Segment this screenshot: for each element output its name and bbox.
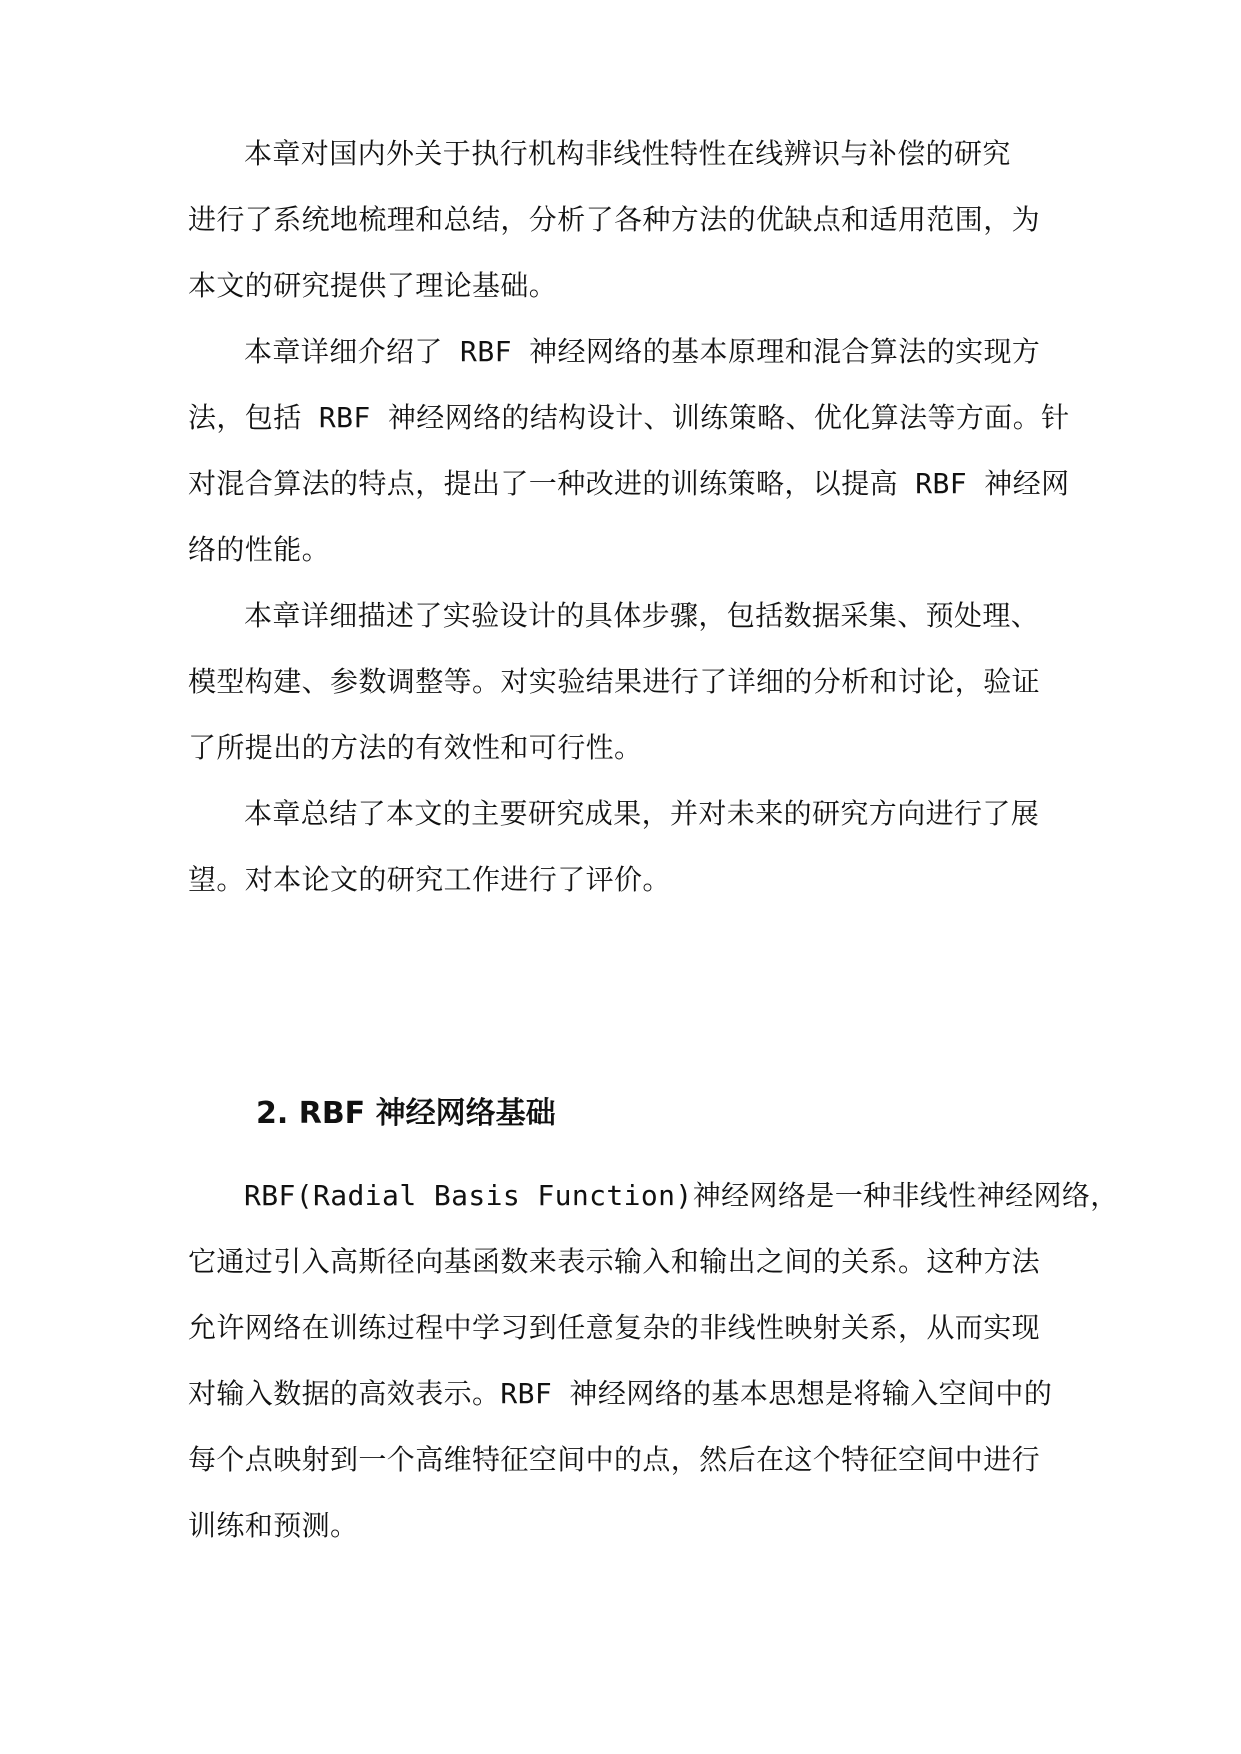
text-line: 它通过引入高斯径向基函数来表示输入和输出之间的关系。这种方法 [188, 1245, 1041, 1278]
text-line: 训练和预测。 [188, 1509, 359, 1542]
text-line: 对输入数据的高效表示。RBF 神经网络的基本思想是将输入空间中的 [188, 1377, 1053, 1410]
text-line: 了所提出的方法的有效性和可行性。 [188, 731, 643, 764]
text-line: 每个点映射到一个高维特征空间中的点，然后在这个特征空间中进行 [188, 1443, 1041, 1476]
text-line: 望。对本论文的研究工作进行了评价。 [188, 863, 671, 896]
text-line: 进行了系统地梳理和总结，分析了各种方法的优缺点和适用范围，为 [188, 203, 1041, 236]
text-line: RBF(Radial Basis Function)神经网络是一种非线性神经网络， [244, 1179, 1119, 1212]
text-line: 法，包括 RBF 神经网络的结构设计、训练策略、优化算法等方面。针 [188, 401, 1070, 434]
text-line: 本章详细描述了实验设计的具体步骤，包括数据采集、预处理、 [244, 599, 1040, 632]
text-line: 络的性能。 [188, 533, 331, 566]
text-line: 本章详细介绍了 RBF 神经网络的基本原理和混合算法的实现方 [244, 335, 1041, 368]
text-line: 本章总结了本文的主要研究成果，并对未来的研究方向进行了展 [244, 797, 1040, 830]
section-heading: 2. RBF 神经网络基础 [256, 1096, 556, 1131]
text-line: 模型构建、参数调整等。对实验结果进行了详细的分析和讨论，验证 [188, 665, 1041, 698]
text-line: 对混合算法的特点，提出了一种改进的训练策略，以提高 RBF 神经网 [188, 467, 1070, 500]
text-line: 本文的研究提供了理论基础。 [188, 269, 558, 302]
text-line: 本章对国内外关于执行机构非线性特性在线辨识与补偿的研究 [244, 137, 1011, 170]
text-line: 允许网络在训练过程中学习到任意复杂的非线性映射关系，从而实现 [188, 1311, 1041, 1344]
